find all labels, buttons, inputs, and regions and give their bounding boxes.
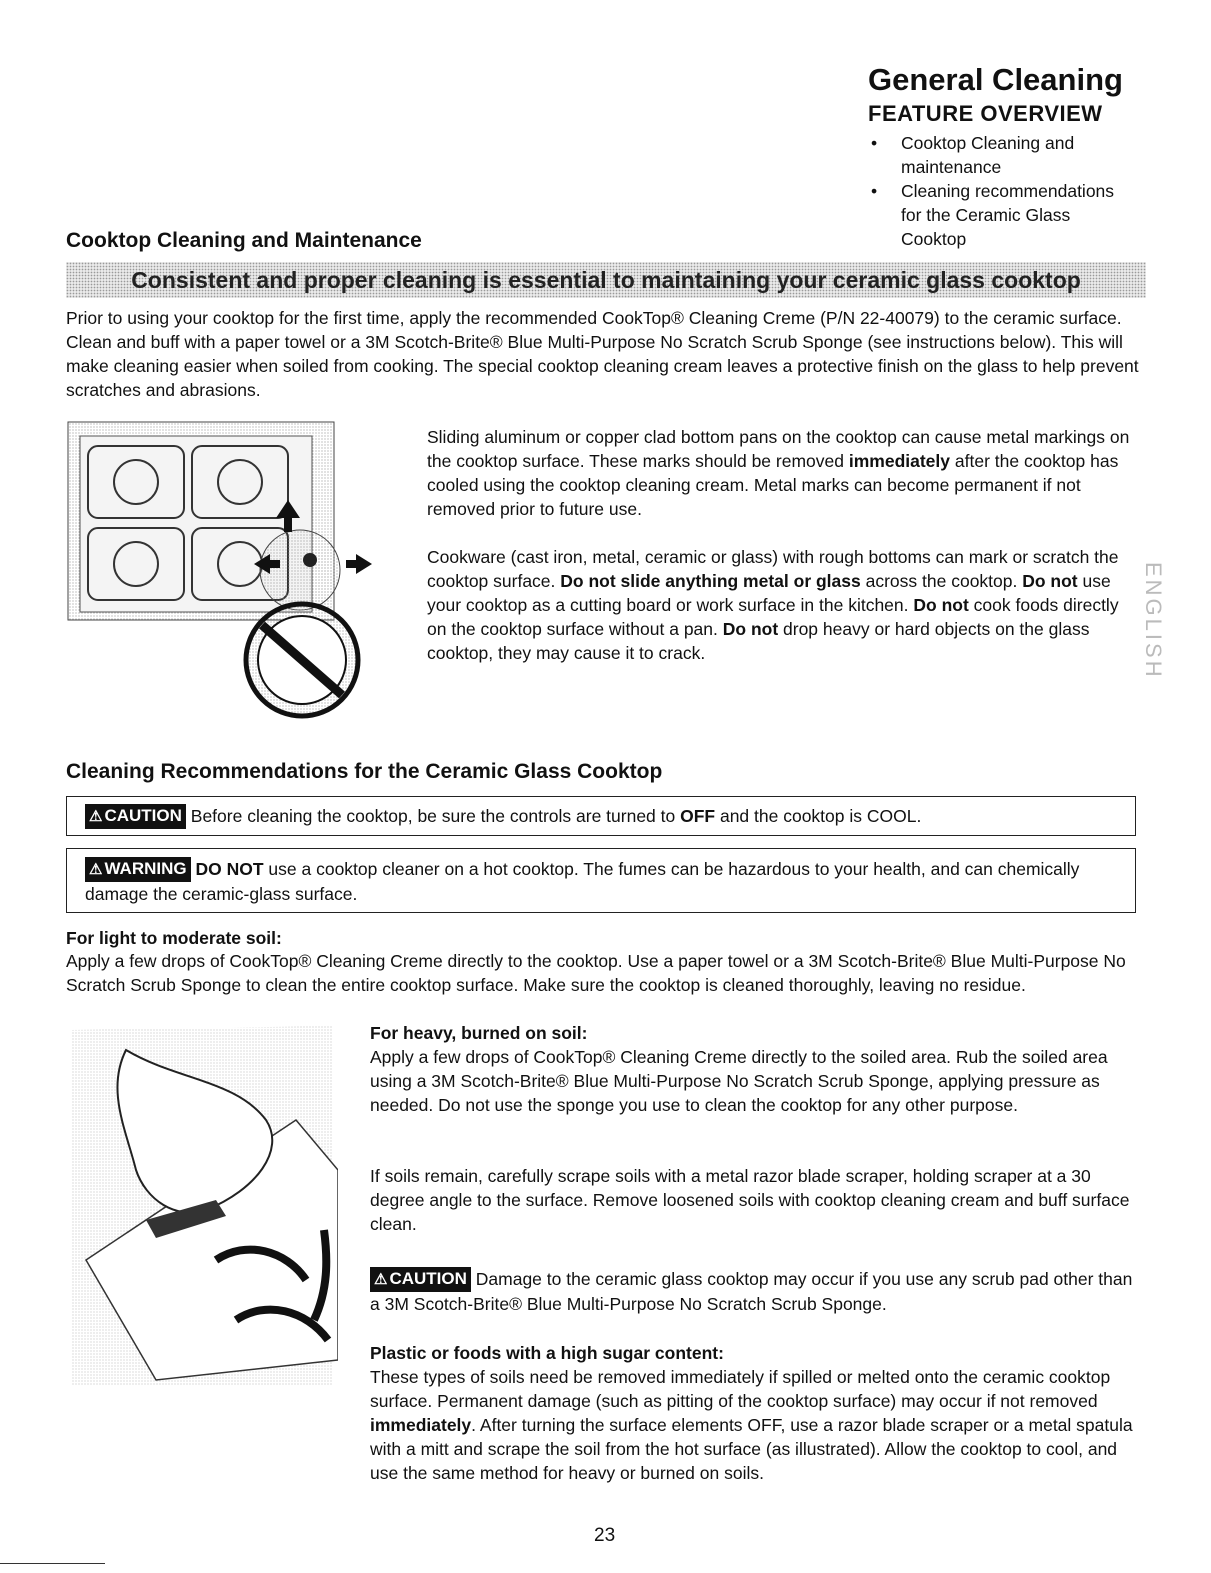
light-soil-heading: For light to moderate soil: [66, 928, 282, 948]
cleaning-banner: Consistent and proper cleaning is essential to maintaining your ceramic glass cooktop [66, 262, 1146, 298]
cooktop-illustration [66, 420, 386, 720]
scraper-illustration [66, 1020, 338, 1390]
feature-item: • Cooktop Cleaning and maintenance [868, 131, 1133, 179]
warning-triangle-icon: ⚠ [89, 808, 103, 825]
footer-rule [0, 1563, 105, 1564]
sliding-pans-paragraph: Sliding aluminum or copper clad bottom pans on the cooktop can cause metal markings on the cooktop surface. These marks should be removed immediately after the cooktop has cooled using the cooktop cleaning cream. Metal marks can become permanent if not removed prior to future use. [427, 427, 1130, 519]
intro-paragraph: Prior to using your cooktop for the first time, apply the recommended CookTop® Cleaning Creme (P/N 22-40079) to the ceramic surface. Clean and buff with a paper towel or a 3M Scotch-Brite® Blue Multi-Purpose No Scratch Scrub Sponge (see instructions below). This will make cleaning easier when soiled from cooking. The special cooktop cleaning cream leaves a protective finish on the glass to help prevent scratches and abrasions. [66, 308, 1139, 400]
sugar-heading: Plastic or foods with a high sugar content: [370, 1343, 724, 1363]
sugar-paragraph: These types of soils need be removed immediately if spilled or melted onto the ceramic cooktop surface. Permanent damage (such as pitting of the cooktop surface) may occur if not removed immediately. After turning the surface elements OFF, use a razor blade scraper or a metal spatula with a mitt and scrape the soil from the hot surface (as illustrated). Allow the cooktop to cool, and use the same method for heavy or burned on soils. [370, 1367, 1133, 1483]
section-heading-maintenance: Cooktop Cleaning and Maintenance [66, 229, 422, 252]
caution-badge: ⚠ CAUTION [85, 804, 186, 829]
cookware-paragraph: Cookware (cast iron, metal, ceramic or glass) with rough bottoms can mark or scratch the cooktop surface. Do not slide anything metal or glass across the cooktop. Do not use your cooktop as a cutting board or work surface in the kitchen. Do not cook foods directly on the cooktop surface without a pan. Do not drop heavy or hard objects on the glass cooktop, they may cause it to crack. [427, 547, 1119, 663]
warning-box: ⚠ WARNING DO NOT use a cooktop cleaner on a hot cooktop. The fumes can be hazardous to your health, and can chemically damage the ceramic-glass surface. [66, 848, 1136, 913]
page-number: 23 [594, 1525, 616, 1546]
feature-list [868, 131, 1133, 251]
warning-badge: ⚠ WARNING [85, 857, 191, 882]
language-tab-english: ENGLISH [1141, 562, 1166, 680]
warning-triangle-icon: ⚠ [374, 1271, 388, 1288]
heavy-soil-paragraph-1: Apply a few drops of CookTop® Cleaning Creme directly to the soiled area. Rub the soiled area using a 3M Scotch-Brite® Blue Multi-Purpose No Scratch Scrub Sponge, applying pressure as needed. Do not use the sponge you use to clean the cooktop for any other purpose. [370, 1047, 1108, 1115]
page-title: General Cleaning [868, 62, 1123, 97]
caution-badge: ⚠ CAUTION [370, 1267, 471, 1292]
heavy-soil-paragraph-2: If soils remain, carefully scrape soils with a metal razor blade scraper, holding scraper at a 30 degree angle to the surface. Remove loosened soils with cooktop cleaning cream and buff surface clean. [370, 1166, 1130, 1234]
feature-item: • Cleaning recommendations for the Ceramic Glass Cooktop [868, 179, 1133, 251]
caution-note-2: ⚠ CAUTION Damage to the ceramic glass cooktop may occur if you use any scrub pad other than a 3M Scotch-Brite® Blue Multi-Purpose No Scratch Scrub Sponge. [370, 1269, 1133, 1314]
feature-overview-heading: FEATURE OVERVIEW [868, 101, 1103, 126]
warning-triangle-icon: ⚠ [89, 861, 103, 878]
caution-box-1: ⚠ CAUTION Before cleaning the cooktop, be sure the controls are turned to OFF and the cooktop is COOL. [66, 796, 1136, 836]
heavy-soil-heading: For heavy, burned on soil: [370, 1023, 588, 1043]
section-heading-recommendations: Cleaning Recommendations for the Ceramic Glass Cooktop [66, 760, 663, 783]
light-soil-paragraph: Apply a few drops of CookTop® Cleaning Creme directly to the cooktop. Use a paper towel or a 3M Scotch-Brite® Blue Multi-Purpose No Scratch Scrub Sponge to clean the entire cooktop surface. Make sure the cooktop is cleaned thoroughly, leaving no residue. [66, 951, 1126, 995]
